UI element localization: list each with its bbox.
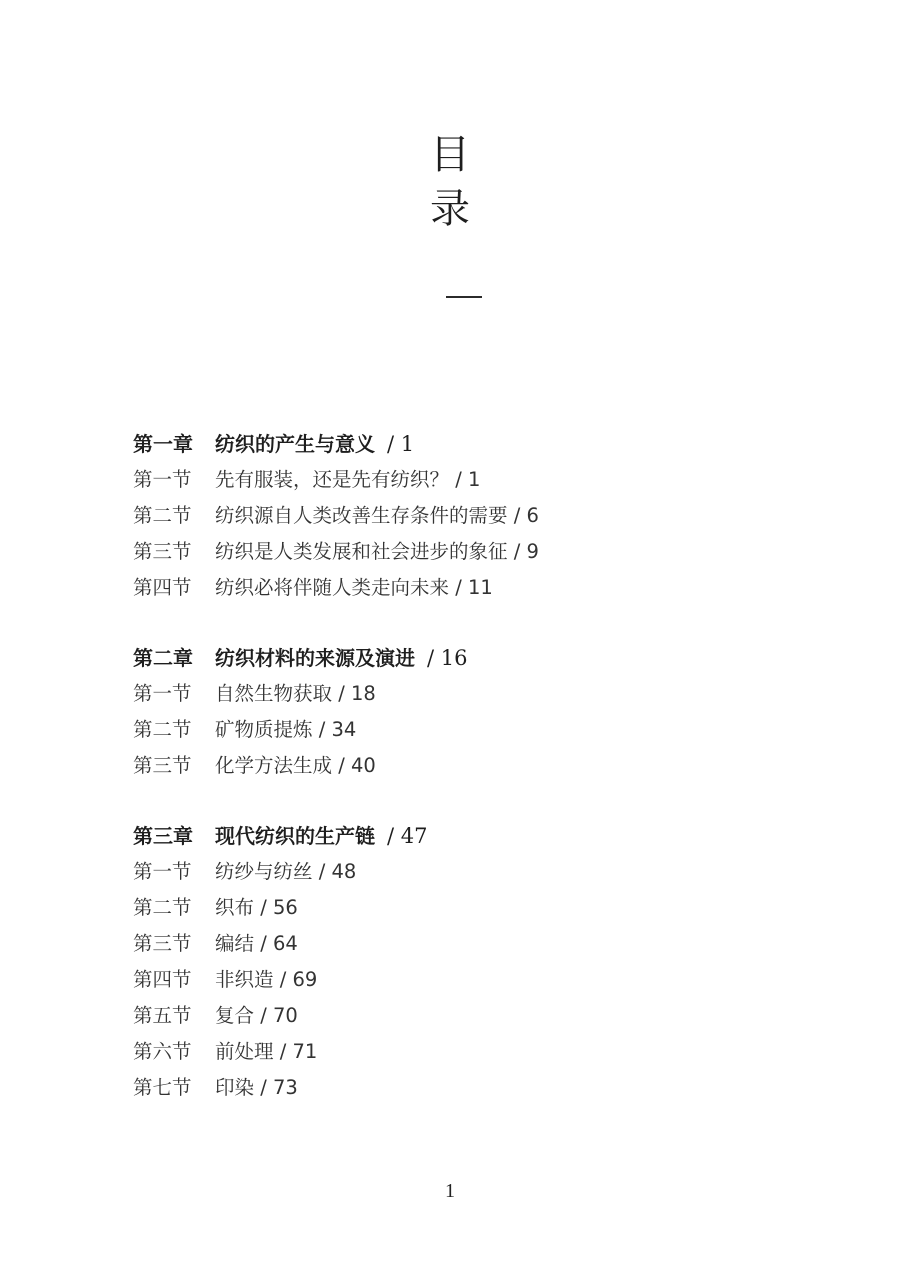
chapter-1 [133,426,833,606]
section-row[interactable] [133,676,833,712]
chapter-title: 纺织材料的来源及演进 [215,646,415,670]
section-label: 第五节 [133,1004,192,1027]
chapter-title: 纺织的产生与意义 [215,432,375,456]
title-divider [446,296,482,298]
section-label: 第三节 [133,932,192,955]
section-label: 第二节 [133,504,192,527]
chapter-page: / 47 [387,824,428,848]
section-row[interactable] [133,748,833,784]
section-entry: 印染 / 73 [215,1076,298,1099]
section-label: 第三节 [133,754,192,777]
chapter-3 [133,818,833,1106]
chapter-label: 第三章 [133,824,193,848]
section-label: 第七节 [133,1076,192,1099]
toc-title-line-2: 录 [430,186,470,232]
toc-title-line-1: 目 [430,132,470,178]
section-row[interactable] [133,890,833,926]
section-entry: 纺纱与纺丝 / 48 [215,860,357,883]
section-entry: 非织造 / 69 [215,968,318,991]
page-number: 1 [445,1180,455,1202]
chapter-2 [133,640,833,784]
section-row[interactable] [133,962,833,998]
section-entry: 纺织是人类发展和社会进步的象征 / 9 [215,540,539,563]
section-label: 第二节 [133,718,192,741]
section-entry: 自然生物获取 / 18 [215,682,376,705]
section-label: 第四节 [133,968,192,991]
section-row[interactable] [133,498,833,534]
section-entry: 织布 / 56 [215,896,298,919]
table-of-contents [133,426,833,1140]
section-row[interactable] [133,1070,833,1106]
chapter-title: 现代纺织的生产链 [215,824,375,848]
section-entry: 编结 / 64 [215,932,298,955]
section-row[interactable] [133,570,833,606]
section-label: 第一节 [133,468,192,491]
section-entry: 纺织必将伴随人类走向未来 / 11 [215,576,493,599]
chapter-heading[interactable] [133,426,833,462]
chapter-page: / 16 [427,646,468,670]
section-row[interactable] [133,534,833,570]
section-label: 第二节 [133,896,192,919]
chapter-label: 第二章 [133,646,193,670]
section-row[interactable] [133,712,833,748]
section-entry: 矿物质提炼 / 34 [215,718,357,741]
section-row[interactable] [133,854,833,890]
section-entry: 纺织源自人类改善生存条件的需要 / 6 [215,504,539,527]
section-row[interactable] [133,926,833,962]
section-row[interactable] [133,462,833,498]
section-entry: 复合 / 70 [215,1004,298,1027]
section-entry: 先有服装，还是先有纺织？ / 1 [215,468,481,491]
section-entry: 前处理 / 71 [215,1040,318,1063]
toc-title [0,128,900,236]
section-label: 第六节 [133,1040,192,1063]
section-entry: 化学方法生成 / 40 [215,754,376,777]
section-label: 第一节 [133,682,192,705]
section-label: 第三节 [133,540,192,563]
chapter-label: 第一章 [133,432,193,456]
section-row[interactable] [133,1034,833,1070]
chapter-heading[interactable] [133,640,833,676]
section-label: 第一节 [133,860,192,883]
section-label: 第四节 [133,576,192,599]
chapter-heading[interactable] [133,818,833,854]
section-row[interactable] [133,998,833,1034]
chapter-page: / 1 [387,432,415,456]
